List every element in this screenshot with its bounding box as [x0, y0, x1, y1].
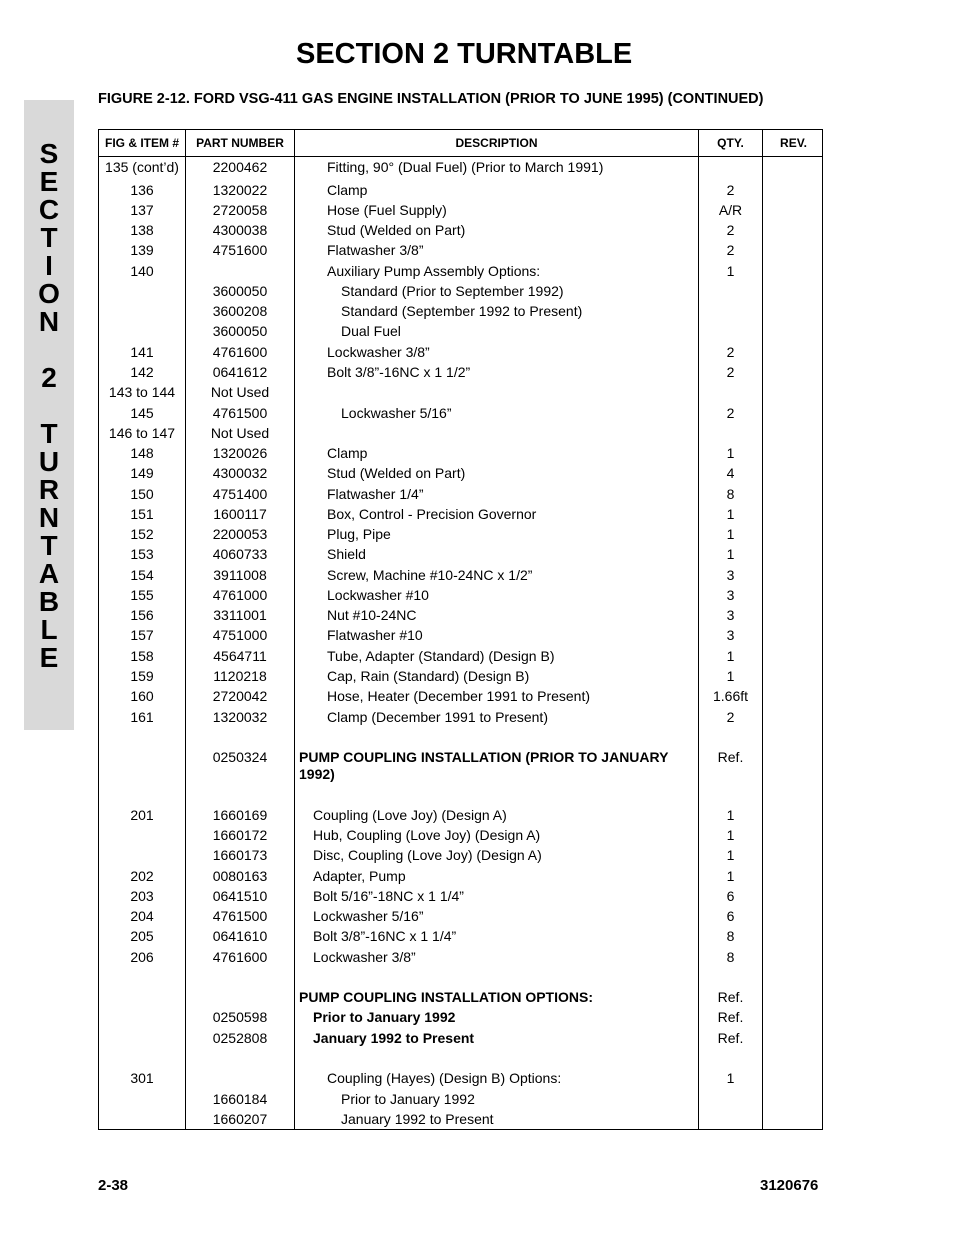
item-number: 159 — [130, 668, 154, 684]
column-divider — [762, 130, 763, 1129]
description: Auxiliary Pump Assembly Options: — [327, 263, 541, 279]
description: Clamp (December 1991 to Present) — [327, 709, 548, 725]
item-number: 148 — [130, 445, 154, 461]
item-number: 157 — [130, 627, 154, 643]
part-number: 0641610 — [212, 928, 268, 944]
quantity: 2 — [726, 709, 735, 725]
part-number: 2720058 — [212, 202, 268, 218]
column-header-item: FIG & ITEM # — [104, 136, 179, 150]
description: Nut #10-24NC — [327, 607, 417, 623]
part-number: 1660173 — [212, 847, 268, 863]
quantity: 8 — [726, 928, 735, 944]
part-number: 4751000 — [212, 627, 268, 643]
item-number: 151 — [130, 506, 154, 522]
part-number: 4060733 — [212, 546, 268, 562]
item-number: 202 — [130, 868, 154, 884]
quantity: 1 — [726, 847, 735, 863]
item-number: 146 to 147 — [108, 425, 176, 441]
side-tab-letter: N — [38, 306, 60, 337]
quantity: 2 — [726, 222, 735, 238]
quantity: 1 — [726, 1070, 735, 1086]
quantity: Ref. — [717, 1009, 744, 1025]
part-number: 0252808 — [212, 1030, 268, 1046]
side-tab-letter: T — [40, 530, 58, 561]
side-tab-letter: S — [39, 138, 59, 169]
item-number: 137 — [130, 202, 154, 218]
item-number: 155 — [130, 587, 154, 603]
quantity: 1 — [726, 827, 735, 843]
item-number: 135 (cont’d) — [105, 159, 179, 175]
side-tab-letter: C — [38, 194, 60, 225]
figure-title: FIGURE 2-12. FORD VSG-411 GAS ENGINE INSTALLATION (PRIOR TO JUNE 1995) (CONTINUED) — [98, 91, 764, 107]
parts-table — [98, 129, 823, 1130]
page-title: SECTION 2 TURNTABLE — [296, 38, 633, 70]
column-divider — [294, 130, 295, 1129]
quantity: 4 — [726, 465, 735, 481]
item-number: 143 to 144 — [108, 384, 176, 400]
part-number: 4761500 — [212, 908, 268, 924]
description: Flatwasher 1/4” — [327, 486, 424, 502]
quantity: Ref. — [717, 1030, 744, 1046]
item-number: 153 — [130, 546, 154, 562]
description: Stud (Welded on Part) — [327, 222, 466, 238]
description: PUMP COUPLING INSTALLATION (PRIOR TO JANUARY 1992) — [299, 749, 669, 782]
side-tab-letter: R — [38, 474, 60, 505]
quantity: 1 — [726, 648, 735, 664]
side-tab-letter: O — [38, 278, 60, 309]
part-number: 2720042 — [212, 688, 268, 704]
item-number: 141 — [130, 344, 154, 360]
item-number: 204 — [130, 908, 154, 924]
description: Stud (Welded on Part) — [327, 465, 466, 481]
item-number: 161 — [130, 709, 154, 725]
part-number: 1660172 — [212, 827, 268, 843]
part-number: 1660184 — [212, 1091, 268, 1107]
description: Lockwasher 3/8” — [327, 344, 430, 360]
quantity: 1 — [726, 668, 735, 684]
item-number: 154 — [130, 567, 154, 583]
part-number: 4761600 — [212, 949, 268, 965]
part-number: 0080163 — [212, 868, 268, 884]
description: Screw, Machine #10-24NC x 1/2” — [327, 567, 533, 583]
item-number: 136 — [130, 182, 154, 198]
quantity: 2 — [726, 242, 735, 258]
part-number: 4761600 — [212, 344, 268, 360]
side-tab-letter: E — [39, 166, 59, 197]
part-number: 0250324 — [212, 749, 268, 765]
description: Coupling (Hayes) (Design B) Options: — [327, 1070, 562, 1086]
side-tab-letter: A — [38, 558, 60, 589]
side-tab-letter: U — [38, 446, 60, 477]
item-number: 160 — [130, 688, 154, 704]
description: Lockwasher #10 — [327, 587, 429, 603]
description: Disc, Coupling (Love Joy) (Design A) — [313, 847, 542, 863]
description: Box, Control - Precision Governor — [327, 506, 537, 522]
quantity: 2 — [726, 364, 735, 380]
item-number: 140 — [130, 263, 154, 279]
side-tab-letter: T — [40, 222, 58, 253]
item-number: 203 — [130, 888, 154, 904]
part-number: 2200053 — [212, 526, 268, 542]
part-number: 0641510 — [212, 888, 268, 904]
part-number: 4300038 — [212, 222, 268, 238]
column-header-qty: QTY. — [717, 136, 744, 150]
quantity: 1.66ft — [712, 688, 749, 704]
description: Dual Fuel — [341, 323, 401, 339]
part-number: 0250598 — [212, 1009, 268, 1025]
part-number: 1320026 — [212, 445, 268, 461]
item-number: 206 — [130, 949, 154, 965]
description: Clamp — [327, 182, 368, 198]
item-number: 152 — [130, 526, 154, 542]
part-number: 4751400 — [212, 486, 268, 502]
side-tab-letter: 2 — [41, 362, 57, 393]
quantity: 1 — [726, 868, 735, 884]
section-side-tab — [24, 100, 74, 730]
quantity: 8 — [726, 486, 735, 502]
description: Standard (September 1992 to Present) — [341, 303, 583, 319]
description: Tube, Adapter (Standard) (Design B) — [327, 648, 555, 664]
item-number: 158 — [130, 648, 154, 664]
item-number: 156 — [130, 607, 154, 623]
header-divider — [99, 156, 822, 157]
part-number: 2200462 — [212, 159, 268, 175]
side-tab-letter: B — [38, 586, 60, 617]
part-number: 0641612 — [212, 364, 268, 380]
part-number: 1660169 — [212, 807, 268, 823]
column-header-rev: REV. — [780, 136, 807, 150]
quantity: 1 — [726, 263, 735, 279]
part-number: Not Used — [210, 425, 270, 441]
column-header-part-number: PART NUMBER — [196, 136, 284, 150]
quantity: 6 — [726, 888, 735, 904]
description: Prior to January 1992 — [313, 1009, 456, 1025]
quantity: 1 — [726, 445, 735, 461]
item-number: 149 — [130, 465, 154, 481]
side-tab-letter: N — [38, 502, 60, 533]
quantity: 6 — [726, 908, 735, 924]
description: January 1992 to Present — [313, 1030, 475, 1046]
description: Shield — [327, 546, 366, 562]
part-number: 1600117 — [213, 506, 267, 522]
side-tab-letter: T — [40, 418, 58, 449]
item-number: 201 — [130, 807, 154, 823]
item-number: 139 — [130, 242, 154, 258]
part-number: 4751600 — [212, 242, 268, 258]
part-number: 3600050 — [212, 323, 268, 339]
description: Lockwasher 3/8” — [313, 949, 416, 965]
description: Standard (Prior to September 1992) — [341, 283, 564, 299]
item-number: 301 — [130, 1070, 154, 1086]
description: Bolt 3/8”-16NC x 1 1/4” — [313, 928, 457, 944]
part-number: 1120218 — [213, 668, 267, 684]
part-number: 1660207 — [212, 1111, 268, 1127]
quantity: 1 — [726, 506, 735, 522]
description: Plug, Pipe — [327, 526, 391, 542]
description: Prior to January 1992 — [341, 1091, 475, 1107]
part-number: 3600050 — [212, 283, 268, 299]
description: January 1992 to Present — [341, 1111, 494, 1127]
part-number: Not Used — [210, 384, 270, 400]
part-number: 1320022 — [212, 182, 268, 198]
part-number: 4300032 — [212, 465, 268, 481]
item-number: 138 — [130, 222, 154, 238]
description: Bolt 3/8”-16NC x 1 1/2” — [327, 364, 471, 380]
document-number: 3120676 — [760, 1177, 819, 1194]
item-number: 145 — [130, 405, 154, 421]
description: Lockwasher 5/16” — [313, 908, 424, 924]
quantity: 2 — [726, 182, 735, 198]
quantity: Ref. — [717, 989, 744, 1005]
side-tab-letter: E — [39, 642, 59, 673]
quantity: 1 — [726, 546, 735, 562]
quantity: A/R — [718, 202, 743, 218]
part-number: 1320032 — [212, 709, 268, 725]
quantity: 3 — [726, 607, 735, 623]
description: Flatwasher #10 — [327, 627, 423, 643]
quantity: 3 — [726, 627, 735, 643]
quantity: 8 — [726, 949, 735, 965]
part-number: 4564711 — [213, 648, 267, 664]
side-tab-letter: I — [45, 250, 53, 281]
description: Cap, Rain (Standard) (Design B) — [327, 668, 530, 684]
quantity: 2 — [726, 405, 735, 421]
description: Flatwasher 3/8” — [327, 242, 424, 258]
page-number: 2-38 — [98, 1177, 129, 1194]
description: Hub, Coupling (Love Joy) (Design A) — [313, 827, 541, 843]
description: Hose (Fuel Supply) — [327, 202, 447, 218]
column-header-description: DESCRIPTION — [455, 136, 538, 150]
item-number: 142 — [130, 364, 154, 380]
part-number: 4761500 — [212, 405, 268, 421]
side-tab-letter: L — [40, 614, 58, 645]
part-number: 3911008 — [213, 567, 267, 583]
quantity: 1 — [726, 526, 735, 542]
part-number: 3311001 — [213, 607, 267, 623]
quantity: 3 — [726, 567, 735, 583]
quantity: 3 — [726, 587, 735, 603]
description: Adapter, Pump — [313, 868, 406, 884]
quantity: 1 — [726, 807, 735, 823]
description: Lockwasher 5/16” — [341, 405, 452, 421]
description: Hose, Heater (December 1991 to Present) — [327, 688, 591, 704]
part-number: 4761000 — [212, 587, 268, 603]
quantity: 2 — [726, 344, 735, 360]
item-number: 205 — [130, 928, 154, 944]
description: Bolt 5/16”-18NC x 1 1/4” — [313, 888, 464, 904]
description: Clamp — [327, 445, 368, 461]
description: PUMP COUPLING INSTALLATION OPTIONS: — [299, 989, 593, 1005]
part-number: 3600208 — [212, 303, 268, 319]
quantity: Ref. — [717, 749, 744, 765]
description: Coupling (Love Joy) (Design A) — [313, 807, 507, 823]
item-number: 150 — [130, 486, 154, 502]
description: Fitting, 90° (Dual Fuel) (Prior to March 1991) — [327, 159, 604, 175]
